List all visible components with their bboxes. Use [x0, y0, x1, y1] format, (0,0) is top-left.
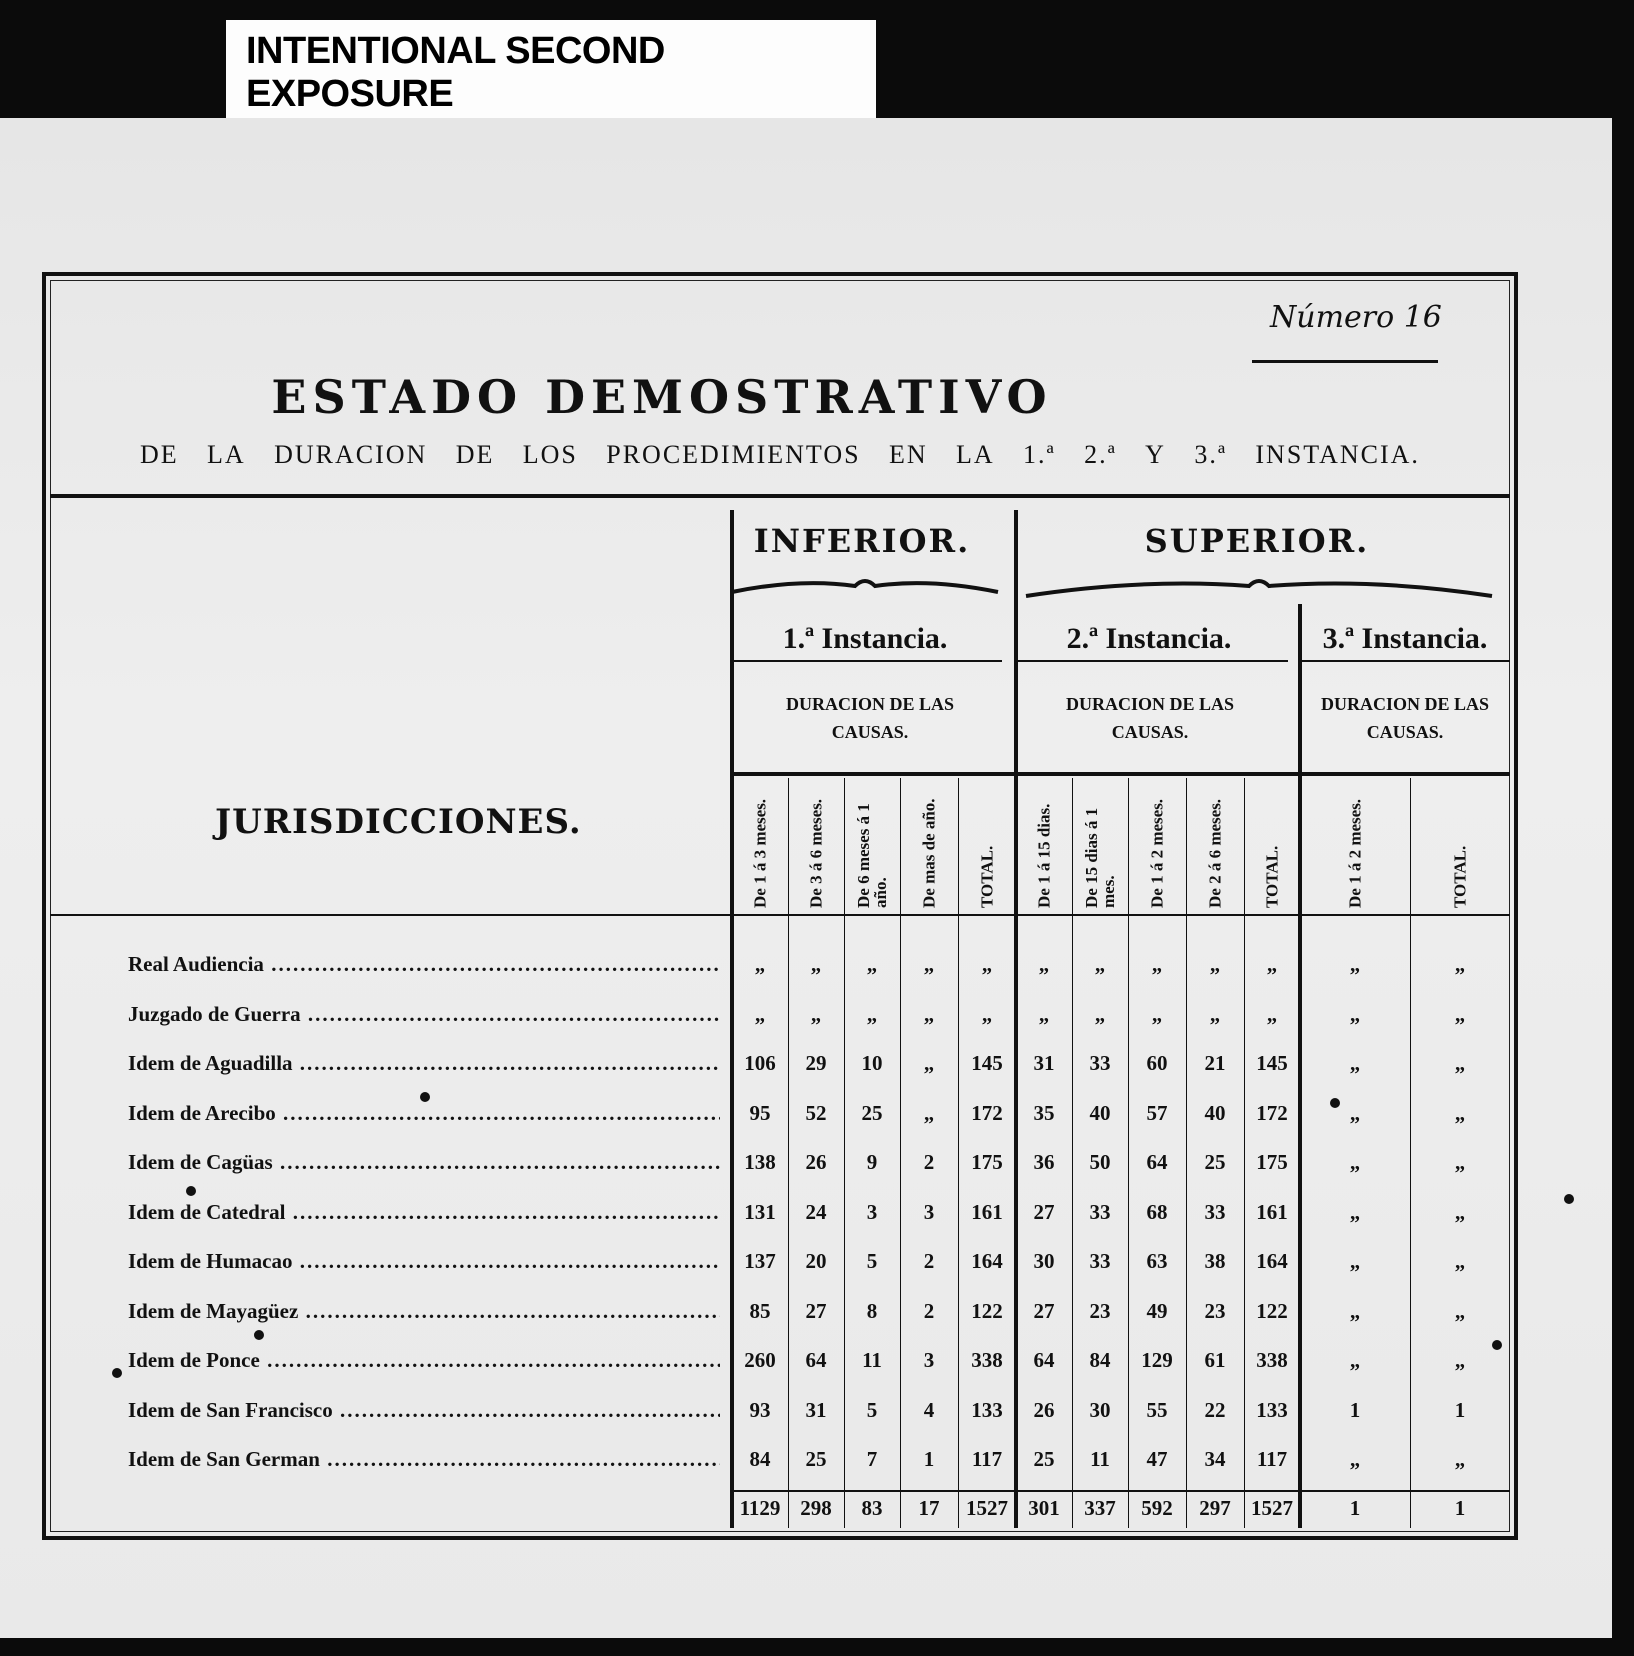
- table-cell: 122: [971, 1298, 1003, 1323]
- document-title: ESTADO DEMOSTRATIVO: [271, 370, 1053, 424]
- table-cell: 2: [923, 1150, 935, 1174]
- table-cell: „: [1349, 1249, 1361, 1273]
- table-cell: „: [1349, 1100, 1361, 1125]
- table-cell: 23: [1089, 1298, 1111, 1323]
- table-cell: 25: [1204, 1150, 1226, 1174]
- table-cell: „: [754, 1001, 766, 1026]
- table-cell: „: [1454, 1298, 1466, 1323]
- ink-speck: [186, 1186, 196, 1196]
- column-header: [844, 778, 900, 908]
- ink-speck: [1330, 1098, 1340, 1108]
- exposure-label: [226, 20, 876, 132]
- table-cell: „: [1038, 1001, 1050, 1026]
- table-cell: 5: [866, 1397, 878, 1422]
- table-cell: „: [1209, 952, 1221, 976]
- duracion-rule: [732, 772, 1510, 776]
- row-label: Idem de Arecibo .....: [128, 1101, 720, 1131]
- table-cell: 61: [1204, 1348, 1226, 1372]
- table-cell: 21: [1204, 1051, 1226, 1075]
- table-cell: 33: [1089, 1249, 1111, 1273]
- table-cell: „: [1349, 1298, 1361, 1323]
- document-subtitle: [140, 440, 1420, 470]
- total-cell: 298: [800, 1496, 832, 1520]
- row-label: Real Audiencia .....: [128, 952, 720, 982]
- column-header-label: De 1 á 2 meses.: [1147, 798, 1167, 908]
- subtitle-word: INSTANCIA.: [1255, 440, 1420, 469]
- column-header-rule: [50, 914, 1510, 916]
- table-cell: 145: [971, 1051, 1003, 1075]
- table-cell: 34: [1204, 1447, 1226, 1471]
- column-header-label: De 1 á 2 meses.: [1345, 798, 1365, 908]
- table-cell: 29: [805, 1051, 827, 1075]
- table-cell: 40: [1089, 1100, 1111, 1125]
- table-cell: 27: [805, 1298, 827, 1323]
- subtitle-word: DE: [140, 440, 179, 469]
- table-cell: 20: [805, 1249, 827, 1273]
- table-cell: 131: [744, 1199, 776, 1224]
- total-cell: 1: [1454, 1496, 1466, 1520]
- table-cell: 64: [1033, 1348, 1055, 1372]
- table-cell: 33: [1089, 1051, 1111, 1075]
- table-cell: 52: [805, 1100, 827, 1125]
- table-cell: 1: [1349, 1397, 1361, 1422]
- subtitle-word: LA: [956, 440, 995, 469]
- table-cell: „: [1454, 1100, 1466, 1125]
- instancia-2: 2.ª Instancia.: [1066, 622, 1232, 655]
- column-header-label: De 3 á 6 meses.: [806, 798, 826, 908]
- jurisdicciones-heading: JURISDICCIONES.: [215, 802, 582, 842]
- subtitle-word: PROCEDIMIENTOS: [606, 440, 861, 469]
- table-cell: 10: [861, 1051, 883, 1075]
- instancia-rule-1: [732, 660, 1002, 662]
- column-header: [1072, 778, 1128, 908]
- table-cell: 2: [923, 1249, 935, 1273]
- total-cell: 297: [1199, 1496, 1231, 1520]
- table-cell: 47: [1146, 1447, 1168, 1471]
- table-cell: „: [1454, 1051, 1466, 1075]
- table-cell: „: [1038, 952, 1050, 976]
- table-cell: „: [1151, 952, 1163, 976]
- table-cell: 27: [1033, 1298, 1055, 1323]
- header-rule: [50, 494, 1510, 498]
- row-label: Idem de Ponce .....: [128, 1348, 720, 1378]
- duracion-2: DURACION DE LAS CAUSAS.: [1065, 694, 1235, 742]
- column-header-label: TOTAL.: [977, 845, 997, 908]
- table-cell: 175: [1256, 1150, 1288, 1174]
- column-header: [900, 778, 958, 908]
- group-inferior: INFERIOR.: [753, 522, 971, 560]
- table-cell: 137: [744, 1249, 776, 1273]
- table-cell: „: [1151, 1001, 1163, 1026]
- table-cell: 24: [805, 1199, 827, 1224]
- table-cell: 26: [805, 1150, 827, 1174]
- column-header: [788, 778, 844, 908]
- table-cell: „: [866, 952, 878, 976]
- total-cell: 592: [1141, 1496, 1173, 1520]
- table-cell: „: [923, 1001, 935, 1026]
- table-cell: „: [1349, 1051, 1361, 1075]
- table-cell: „: [1349, 1348, 1361, 1372]
- table-cell: 117: [971, 1447, 1003, 1471]
- total-cell: 83: [861, 1496, 883, 1520]
- table-cell: „: [1209, 1001, 1221, 1026]
- column-header-label: De 6 meses á 1 año.: [854, 803, 890, 908]
- ink-speck: [1564, 1194, 1574, 1204]
- table-cell: 122: [1256, 1298, 1288, 1323]
- row-label: Idem de Humacao .....: [128, 1249, 720, 1279]
- column-header-label: De 15 dias á 1 mes.: [1082, 807, 1118, 908]
- duracion-1: DURACION DE LAS CAUSAS.: [785, 694, 955, 742]
- ink-speck: [1492, 1340, 1502, 1350]
- table-cell: „: [1454, 1150, 1466, 1174]
- table-cell: 35: [1033, 1100, 1055, 1125]
- table-cell: „: [981, 952, 993, 976]
- table-cell: 55: [1146, 1397, 1168, 1422]
- total-cell: 17: [918, 1496, 940, 1520]
- instancia-3: 3.ª Instancia.: [1322, 622, 1488, 655]
- row-label: Juzgado de Guerra .....: [128, 1002, 720, 1032]
- table-cell: 84: [1089, 1348, 1111, 1372]
- totals-rule: [732, 1490, 1510, 1492]
- table-cell: 7: [866, 1447, 878, 1471]
- table-cell: „: [1349, 1447, 1361, 1471]
- duracion-3: DURACION DE LAS CAUSAS.: [1320, 694, 1490, 742]
- table-cell: 4: [923, 1397, 935, 1422]
- table-cell: 30: [1033, 1249, 1055, 1273]
- table-cell: 260: [744, 1348, 776, 1372]
- table-cell: „: [923, 952, 935, 976]
- table-cell: 64: [1146, 1150, 1168, 1174]
- table-cell: 161: [1256, 1199, 1288, 1224]
- table-cell: „: [866, 1001, 878, 1026]
- column-header: [1016, 778, 1072, 908]
- subtitle-word: Y: [1145, 440, 1166, 469]
- table-cell: 63: [1146, 1249, 1168, 1273]
- table-cell: 50: [1089, 1150, 1111, 1174]
- table-cell: 95: [749, 1100, 771, 1125]
- table-cell: 133: [971, 1397, 1003, 1422]
- row-label: Idem de Cagüas .....: [128, 1150, 720, 1180]
- column-header-label: TOTAL.: [1450, 845, 1470, 908]
- table-cell: „: [1454, 1199, 1466, 1224]
- subtitle-word: DE: [455, 440, 495, 469]
- table-cell: 11: [862, 1348, 882, 1372]
- table-cell: 36: [1033, 1150, 1055, 1174]
- table-cell: 175: [971, 1150, 1003, 1174]
- total-cell: 1129: [739, 1496, 781, 1520]
- table-cell: 164: [971, 1249, 1003, 1273]
- table-cell: 172: [1256, 1100, 1288, 1125]
- table-cell: 30: [1089, 1397, 1111, 1422]
- table-cell: 164: [1256, 1249, 1288, 1273]
- table-cell: 1: [923, 1447, 935, 1471]
- table-cell: 161: [971, 1199, 1003, 1224]
- table-cell: 27: [1033, 1199, 1055, 1224]
- document-number: Número 16: [1270, 300, 1442, 335]
- table-cell: 25: [861, 1100, 883, 1125]
- column-header: [1186, 778, 1244, 908]
- column-header: [1244, 778, 1300, 908]
- table-cell: 3: [923, 1348, 935, 1372]
- subtitle-word: 1.ª: [1023, 440, 1056, 469]
- brace-superior: [1024, 572, 1494, 602]
- total-cell: 1527: [966, 1496, 1008, 1520]
- exposure-label-text: INTENTIONAL SECOND EXPOSURE: [246, 30, 665, 115]
- row-label: Idem de Aguadilla .....: [128, 1051, 720, 1081]
- table-cell: 84: [749, 1447, 771, 1471]
- column-header: [732, 778, 788, 908]
- table-cell: 1: [1454, 1397, 1466, 1422]
- table-cell: 49: [1146, 1298, 1168, 1323]
- subtitle-word: 3.ª: [1194, 440, 1228, 469]
- table-cell: 38: [1204, 1249, 1226, 1273]
- number-underline: [1252, 360, 1438, 363]
- table-cell: 23: [1204, 1298, 1226, 1323]
- table-cell: 338: [1256, 1348, 1288, 1372]
- table-cell: 8: [866, 1298, 878, 1323]
- subtitle-word: LOS: [522, 440, 578, 469]
- table-cell: „: [1454, 1447, 1466, 1471]
- total-cell: 337: [1084, 1496, 1116, 1520]
- column-header: [958, 778, 1016, 908]
- subtitle-word: 2.ª: [1084, 440, 1117, 469]
- table-cell: 22: [1204, 1397, 1226, 1422]
- group-superior: SUPERIOR.: [1144, 522, 1370, 560]
- table-cell: 64: [805, 1348, 827, 1372]
- table-cell: „: [1094, 952, 1106, 976]
- table-cell: 133: [1256, 1397, 1288, 1422]
- table-cell: „: [923, 1100, 935, 1125]
- table-cell: 117: [1256, 1447, 1288, 1471]
- ink-speck: [420, 1092, 430, 1102]
- table-cell: „: [1266, 1001, 1278, 1026]
- column-header: [1410, 778, 1510, 908]
- table-cell: 2: [923, 1298, 935, 1323]
- table-cell: 3: [866, 1199, 878, 1224]
- row-label: Idem de Catedral .....: [128, 1200, 720, 1230]
- row-label: Idem de Mayagüez .....: [128, 1299, 720, 1329]
- subtitle-word: DURACION: [274, 440, 428, 469]
- table-cell: „: [1454, 952, 1466, 976]
- total-cell: 301: [1028, 1496, 1060, 1520]
- table-cell: 106: [744, 1051, 776, 1075]
- table-cell: 172: [971, 1100, 1003, 1125]
- table-cell: 93: [749, 1397, 771, 1422]
- table-cell: 11: [1090, 1447, 1110, 1471]
- column-header-label: De 1 á 3 meses.: [750, 798, 770, 908]
- table-cell: 40: [1204, 1100, 1226, 1125]
- table-cell: „: [1266, 952, 1278, 976]
- column-header-label: De mas de año.: [919, 798, 939, 908]
- table-cell: 145: [1256, 1051, 1288, 1075]
- table-cell: 31: [805, 1397, 827, 1422]
- table-cell: 68: [1146, 1199, 1168, 1224]
- column-header: [1128, 778, 1186, 908]
- row-label: Idem de San German .....: [128, 1447, 720, 1477]
- table-cell: 57: [1146, 1100, 1168, 1125]
- table-cell: 60: [1146, 1051, 1168, 1075]
- ink-speck: [112, 1368, 122, 1378]
- table-cell: „: [1349, 952, 1361, 976]
- table-cell: 25: [805, 1447, 827, 1471]
- total-cell: 1527: [1251, 1496, 1293, 1520]
- table-cell: 33: [1204, 1199, 1226, 1224]
- table-cell: 31: [1033, 1051, 1055, 1075]
- table-cell: 33: [1089, 1199, 1111, 1224]
- table-cell: „: [1454, 1348, 1466, 1372]
- table-cell: „: [1349, 1150, 1361, 1174]
- column-header-label: De 1 á 15 dias.: [1034, 803, 1054, 908]
- table-cell: 3: [923, 1199, 935, 1224]
- table-cell: 85: [749, 1298, 771, 1323]
- table-cell: „: [754, 952, 766, 976]
- ink-speck: [254, 1330, 264, 1340]
- table-cell: 338: [971, 1348, 1003, 1372]
- table-cell: „: [1349, 1001, 1361, 1026]
- table-cell: 138: [744, 1150, 776, 1174]
- table-cell: 5: [866, 1249, 878, 1273]
- subtitle-word: EN: [888, 440, 928, 469]
- table-cell: 26: [1033, 1397, 1055, 1422]
- instancia-1: 1.ª Instancia.: [782, 622, 948, 655]
- table-cell: „: [981, 1001, 993, 1026]
- table-cell: „: [1454, 1001, 1466, 1026]
- column-header-label: De 2 á 6 meses.: [1205, 798, 1225, 908]
- table-cell: 9: [866, 1150, 878, 1174]
- column-header: [1300, 778, 1410, 908]
- table-cell: „: [810, 1001, 822, 1026]
- instancia-rule-3: [1300, 660, 1510, 662]
- table-cell: „: [1094, 1001, 1106, 1026]
- table-cell: „: [923, 1051, 935, 1075]
- subtitle-word: LA: [207, 440, 246, 469]
- table-cell: 129: [1141, 1348, 1173, 1372]
- row-label: Idem de San Francisco .....: [128, 1398, 720, 1428]
- table-cell: „: [1349, 1199, 1361, 1224]
- total-cell: 1: [1349, 1496, 1361, 1520]
- instancia-rule-2: [1016, 660, 1288, 662]
- column-header-label: TOTAL.: [1262, 845, 1282, 908]
- table-cell: 25: [1033, 1447, 1055, 1471]
- table-cell: „: [810, 952, 822, 976]
- table-cell: „: [1454, 1249, 1466, 1273]
- brace-inferior: [730, 572, 1000, 602]
